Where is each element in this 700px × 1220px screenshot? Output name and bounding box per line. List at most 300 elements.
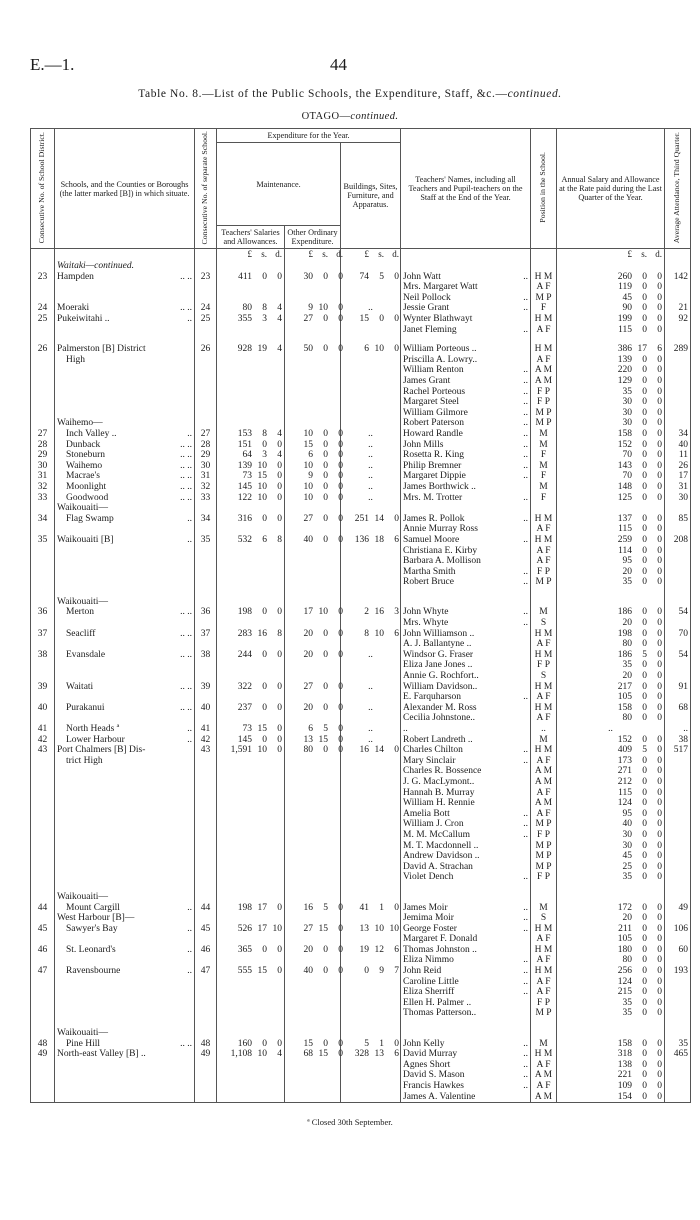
buildings-cell <box>341 365 401 376</box>
col4-unit: £ <box>308 249 313 260</box>
buildings-none: .. <box>368 734 373 745</box>
attendance-cell <box>665 1039 691 1050</box>
salary-d: 0 <box>277 471 282 482</box>
leader-dots: .. <box>187 513 192 524</box>
position-code: M P <box>535 851 552 862</box>
attendance-cell <box>665 567 691 578</box>
buildings-cell <box>341 1028 401 1039</box>
salaries-cell <box>217 597 285 608</box>
position-cell <box>531 924 557 935</box>
position-code: F P <box>537 829 550 840</box>
table-title-continued: continued. <box>507 88 562 100</box>
school-cell <box>55 851 195 862</box>
attendance-cell <box>665 872 691 883</box>
buildings-none: .. <box>368 428 373 439</box>
annual-d: 0 <box>657 766 663 777</box>
other-d: 0 <box>338 702 343 713</box>
school-cell <box>55 913 195 924</box>
district-no-cell <box>31 660 55 671</box>
other-s: 5 <box>323 902 328 913</box>
salary-s: 10 <box>257 1049 267 1060</box>
school-cell <box>55 387 195 398</box>
school-no-cell <box>195 892 217 903</box>
annual-s: 0 <box>642 1081 648 1091</box>
attendance-cell <box>665 535 691 546</box>
other-£: 20 <box>303 702 313 713</box>
annual-s: 0 <box>642 376 648 386</box>
school-cell <box>55 692 195 703</box>
leader-dots: .. <box>523 418 529 429</box>
annual-salary-cell <box>557 588 665 597</box>
school-no-cell <box>195 924 217 935</box>
salary-£: 411 <box>238 271 252 282</box>
buildings-s: 16 <box>374 607 384 618</box>
district-no: 38 <box>37 649 48 660</box>
school-cell <box>55 830 195 841</box>
school-name: Waikouaiti— <box>57 596 108 607</box>
annual-£: 80 <box>622 955 633 966</box>
leader-dots: .. <box>187 428 192 439</box>
annual-d: 0 <box>657 481 663 492</box>
teacher-cell <box>401 735 531 746</box>
district-no-cell <box>31 376 55 387</box>
salary-d: 0 <box>277 513 282 524</box>
page-number: 44 <box>330 55 347 74</box>
salaries-cell <box>217 924 285 935</box>
school-cell <box>55 567 195 578</box>
annual-salary-cell <box>557 429 665 440</box>
leader-dots: .. <box>523 439 529 450</box>
annual-d: 0 <box>657 944 663 955</box>
other-£: 20 <box>303 628 313 639</box>
table-row <box>31 809 691 820</box>
annual-d: 0 <box>657 607 663 618</box>
school-no-cell <box>195 365 217 376</box>
salaries-cell <box>217 355 285 366</box>
col-expenditure: Expenditure for the Year. <box>217 129 401 143</box>
salary-s: 0 <box>262 734 267 745</box>
attendance-cell <box>665 977 691 988</box>
teacher-cell <box>401 703 531 714</box>
school-cell <box>55 1028 195 1039</box>
leader-dots: .. .. <box>180 471 192 482</box>
school-no-cell <box>195 429 217 440</box>
school-cell <box>55 282 195 293</box>
position-code: F <box>540 303 547 314</box>
attendance-cell <box>665 629 691 640</box>
salaries-cell <box>217 703 285 714</box>
district-no-cell <box>31 851 55 862</box>
school-no-cell <box>195 524 217 535</box>
other-s: 15 <box>318 923 328 934</box>
leader-dots: .. <box>523 902 529 913</box>
position-cell <box>531 735 557 746</box>
units-cell <box>401 249 531 261</box>
buildings-cell <box>341 418 401 429</box>
school-cell <box>55 335 195 344</box>
attendance-cell <box>665 471 691 482</box>
col3-unit: £ <box>247 249 252 260</box>
district-no-cell <box>31 1081 55 1092</box>
teacher-cell <box>401 862 531 873</box>
annual-salary-cell <box>557 1092 665 1103</box>
position-code: M P <box>535 407 552 418</box>
annual-£: 35 <box>622 1008 633 1019</box>
salary-d: 4 <box>277 450 282 461</box>
attendance-cell <box>665 376 691 387</box>
attendance-cell <box>665 429 691 440</box>
annual-£: 158 <box>617 428 633 439</box>
school-no-cell <box>195 597 217 608</box>
district-no-cell <box>31 567 55 578</box>
annual-s: 0 <box>642 303 648 314</box>
school-no-cell <box>195 998 217 1009</box>
district-no-cell <box>31 777 55 788</box>
table-title-main: Table No. 8.—List of the Public Schools, the Expenditure, Staff, &c.— <box>138 88 508 100</box>
buildings-cell <box>341 639 401 650</box>
district-no-cell <box>31 355 55 366</box>
table-row <box>31 1081 691 1092</box>
position-code: H M <box>534 702 553 713</box>
district-no-cell <box>31 788 55 799</box>
attendance-value: 35 <box>678 1038 689 1049</box>
salary-£: 153 <box>237 428 252 439</box>
other-expenditure-cell <box>285 639 341 650</box>
buildings-cell <box>341 261 401 272</box>
position-code: H M <box>534 314 553 325</box>
attendance-value: 40 <box>678 439 689 450</box>
district-no-cell <box>31 524 55 535</box>
annual-salary-cell <box>557 934 665 945</box>
salaries-cell <box>217 945 285 956</box>
col-position: Position in the School. <box>531 129 557 249</box>
attendance-value: 465 <box>673 1049 689 1060</box>
salaries-cell <box>217 682 285 693</box>
other-expenditure-cell <box>285 503 341 514</box>
annual-d: 0 <box>657 976 663 987</box>
leader-dots: .. <box>523 407 529 418</box>
annual-salary-cell <box>557 892 665 903</box>
annual-s: 0 <box>642 1091 648 1102</box>
buildings-cell <box>341 650 401 661</box>
salary-s: 0 <box>262 271 267 282</box>
annual-£: 125 <box>617 492 633 503</box>
annual-s: 0 <box>642 713 648 724</box>
school-no-cell <box>195 934 217 945</box>
table-row <box>31 841 691 852</box>
other-d: 0 <box>338 439 343 450</box>
teacher-cell <box>401 387 531 398</box>
school-no: 45 <box>200 923 211 934</box>
buildings-d: 10 <box>389 923 399 934</box>
school-cell <box>55 293 195 304</box>
attendance-cell <box>665 660 691 671</box>
position-code: M P <box>535 1008 552 1019</box>
school-cell <box>55 355 195 366</box>
buildings-cell <box>341 703 401 714</box>
annual-d: 0 <box>657 997 663 1008</box>
teacher-cell <box>401 987 531 998</box>
position-code: A F <box>536 808 551 819</box>
position-code: S <box>540 671 547 682</box>
other-£: 40 <box>303 534 313 545</box>
leader-dots: .. <box>523 292 529 303</box>
annual-d: 0 <box>657 808 663 819</box>
district-no-cell <box>31 924 55 935</box>
school-cell <box>55 1008 195 1019</box>
district-no-cell <box>31 1092 55 1103</box>
other-expenditure-cell <box>285 588 341 597</box>
other-£: 68 <box>303 1049 313 1060</box>
teacher-cell <box>401 355 531 366</box>
attendance-value: 11 <box>678 450 689 461</box>
other-£: 9 <box>308 471 313 482</box>
annual-£: 158 <box>617 702 633 713</box>
buildings-cell <box>341 344 401 355</box>
attendance-cell <box>665 998 691 1009</box>
buildings-cell <box>341 788 401 799</box>
table-row <box>31 408 691 419</box>
annual-£: 35 <box>622 577 633 588</box>
table-row <box>31 1019 691 1028</box>
attendance-cell <box>665 1049 691 1060</box>
annual-salary-cell <box>557 756 665 767</box>
salaries-cell <box>217 461 285 472</box>
other-d: 0 <box>338 681 343 692</box>
other-expenditure-cell <box>285 872 341 883</box>
district-no-cell <box>31 546 55 557</box>
district-no: 27 <box>37 428 48 439</box>
school-no-cell <box>195 788 217 799</box>
annual-d: 0 <box>657 271 663 282</box>
leader-dots: .. <box>523 808 529 819</box>
position-code: H M <box>534 745 553 756</box>
annual-s: 0 <box>642 524 648 535</box>
buildings-cell <box>341 1070 401 1081</box>
other-expenditure-cell <box>285 671 341 682</box>
position-code: A M <box>534 376 553 386</box>
school-no: 40 <box>200 702 211 713</box>
position-cell <box>531 745 557 756</box>
annual-salary-cell <box>557 1008 665 1019</box>
table-row <box>31 872 691 883</box>
annual-£: 70 <box>622 450 633 461</box>
salaries-cell <box>217 325 285 336</box>
annual-£: 35 <box>622 660 633 671</box>
teacher-name: .. <box>403 724 408 734</box>
school-no-cell <box>195 851 217 862</box>
buildings-cell <box>341 577 401 588</box>
position-cell <box>531 482 557 493</box>
school-no-cell <box>195 376 217 387</box>
school-name: Goodwood <box>66 492 109 503</box>
school-name: Pukeiwitahi .. <box>57 314 110 325</box>
school-no-cell <box>195 724 217 735</box>
attendance-value: 70 <box>678 628 689 639</box>
school-name: Palmerston [B] District <box>57 344 146 355</box>
buildings-cell <box>341 735 401 746</box>
col-teachers: Teachers' Names, including all Teachers and Pupil-teachers on the Staff at the End of the Year. <box>401 129 531 249</box>
school-no: 24 <box>200 303 211 314</box>
school-no-cell <box>195 777 217 788</box>
other-expenditure-cell <box>285 1060 341 1071</box>
other-expenditure-cell <box>285 471 341 482</box>
school-cell <box>55 471 195 482</box>
buildings-cell <box>341 272 401 283</box>
annual-salary-cell <box>557 387 665 398</box>
district-no: 39 <box>37 681 48 692</box>
teacher-cell <box>401 567 531 578</box>
other-expenditure-cell <box>285 945 341 956</box>
col5-unit: £ <box>364 249 369 260</box>
salary-s: 0 <box>262 607 267 618</box>
school-no-cell <box>195 282 217 293</box>
table-row <box>31 788 691 799</box>
school-name: Ravensbourne <box>66 966 121 977</box>
teacher-name: Margaret Steel <box>403 397 460 408</box>
district-no-cell <box>31 819 55 830</box>
annual-salary-cell <box>557 471 665 482</box>
school-no: 36 <box>200 607 211 618</box>
annual-d: 0 <box>657 492 663 503</box>
position-cell <box>531 607 557 618</box>
annual-salary-cell <box>557 440 665 451</box>
annual-salary-cell <box>557 607 665 618</box>
teacher-name: William Davidson.. <box>403 681 478 692</box>
annual-salary-cell <box>557 809 665 820</box>
district-no-cell <box>31 682 55 693</box>
leader-dots: .. .. <box>180 481 192 492</box>
annual-s: 0 <box>642 1038 648 1049</box>
school-name: Sawyer's Bay <box>66 923 118 934</box>
school-cell <box>55 1049 195 1060</box>
annual-s: 0 <box>642 1049 648 1060</box>
school-cell <box>55 977 195 988</box>
school-no-cell <box>195 872 217 883</box>
salaries-cell <box>217 293 285 304</box>
position-cell <box>531 671 557 682</box>
buildings-none: .. <box>368 481 373 492</box>
buildings-£: 13 <box>359 923 369 934</box>
buildings-s: 5 <box>379 271 384 282</box>
school-no: 33 <box>200 492 211 503</box>
annual-salary-cell <box>557 493 665 504</box>
col3-unit: d. <box>275 249 282 260</box>
teacher-cell <box>401 397 531 408</box>
annual-salary-cell <box>557 639 665 650</box>
position-code: M <box>539 481 548 492</box>
footnote: ª Closed 30th September. <box>307 1117 393 1127</box>
attendance-cell <box>665 703 691 714</box>
other-s: 0 <box>323 681 328 692</box>
buildings-cell <box>341 1081 401 1092</box>
district-no-cell <box>31 830 55 841</box>
salary-s: 0 <box>262 681 267 692</box>
teacher-name: Martha Smith <box>403 566 456 577</box>
teacher-name: Neil Pollock <box>403 292 451 303</box>
annual-£: 212 <box>617 776 633 787</box>
salary-£: 355 <box>237 314 252 325</box>
other-expenditure-cell <box>285 293 341 304</box>
buildings-s: 0 <box>379 314 384 325</box>
other-expenditure-cell <box>285 1008 341 1019</box>
other-expenditure-cell <box>285 660 341 671</box>
position-cell <box>531 892 557 903</box>
attendance-cell <box>665 493 691 504</box>
leader-dots: .. <box>523 450 529 461</box>
school-cell <box>55 766 195 777</box>
school-row <box>31 482 691 493</box>
annual-salary-cell <box>557 977 665 988</box>
buildings-cell <box>341 429 401 440</box>
leader-dots: .. <box>523 1070 529 1081</box>
salary-£: 160 <box>237 1038 252 1049</box>
teacher-cell <box>401 482 531 493</box>
other-£: 20 <box>303 649 313 660</box>
salaries-cell <box>217 1008 285 1019</box>
annual-s: 0 <box>642 787 648 798</box>
school-cell <box>55 503 195 514</box>
position-code: M P <box>535 840 552 851</box>
teacher-cell <box>401 892 531 903</box>
school-row <box>31 735 691 746</box>
annual-d: 0 <box>657 545 663 556</box>
attendance-value: 106 <box>673 923 689 934</box>
annual-salary-cell <box>557 397 665 408</box>
attendance-cell <box>665 597 691 608</box>
leader-dots: .. <box>523 607 529 618</box>
attendance-cell <box>665 577 691 588</box>
annual-s: 0 <box>642 471 648 482</box>
teacher-name: Philip Bremner <box>403 460 462 471</box>
teacher-name: Jemima Moir <box>403 913 454 924</box>
buildings-£: 5 <box>364 1038 369 1049</box>
buildings-cell <box>341 493 401 504</box>
other-s: 0 <box>323 745 328 756</box>
school-no: 27 <box>200 428 211 439</box>
school-name: Lower Harbour <box>66 734 125 745</box>
annual-salary-cell <box>557 408 665 419</box>
school-no: 46 <box>200 944 211 955</box>
leader-dots: .. <box>523 1049 529 1060</box>
teacher-name: Robert Paterson <box>403 418 464 429</box>
annual-£: 35 <box>622 997 633 1008</box>
leader-dots: .. <box>523 819 529 830</box>
district-no-cell <box>31 692 55 703</box>
teacher-name: Robert Landreth .. <box>403 734 473 745</box>
position-cell <box>531 660 557 671</box>
salaries-cell <box>217 1070 285 1081</box>
salaries-cell <box>217 1019 285 1028</box>
other-d: 0 <box>338 628 343 639</box>
school-no-cell <box>195 883 217 892</box>
annual-salary-cell <box>557 1019 665 1028</box>
salaries-cell <box>217 588 285 597</box>
district-no-cell <box>31 841 55 852</box>
teacher-cell <box>401 913 531 924</box>
annual-£: 45 <box>622 851 633 862</box>
annual-s: 0 <box>642 428 648 439</box>
salary-s: 15 <box>257 724 267 734</box>
other-£: 30 <box>303 271 313 282</box>
teacher-cell <box>401 788 531 799</box>
school-no-cell <box>195 809 217 820</box>
district-no-cell <box>31 314 55 325</box>
annual-salary-cell <box>557 1081 665 1092</box>
other-s: 0 <box>323 492 328 503</box>
table-row <box>31 819 691 830</box>
salary-d: 0 <box>277 966 282 977</box>
